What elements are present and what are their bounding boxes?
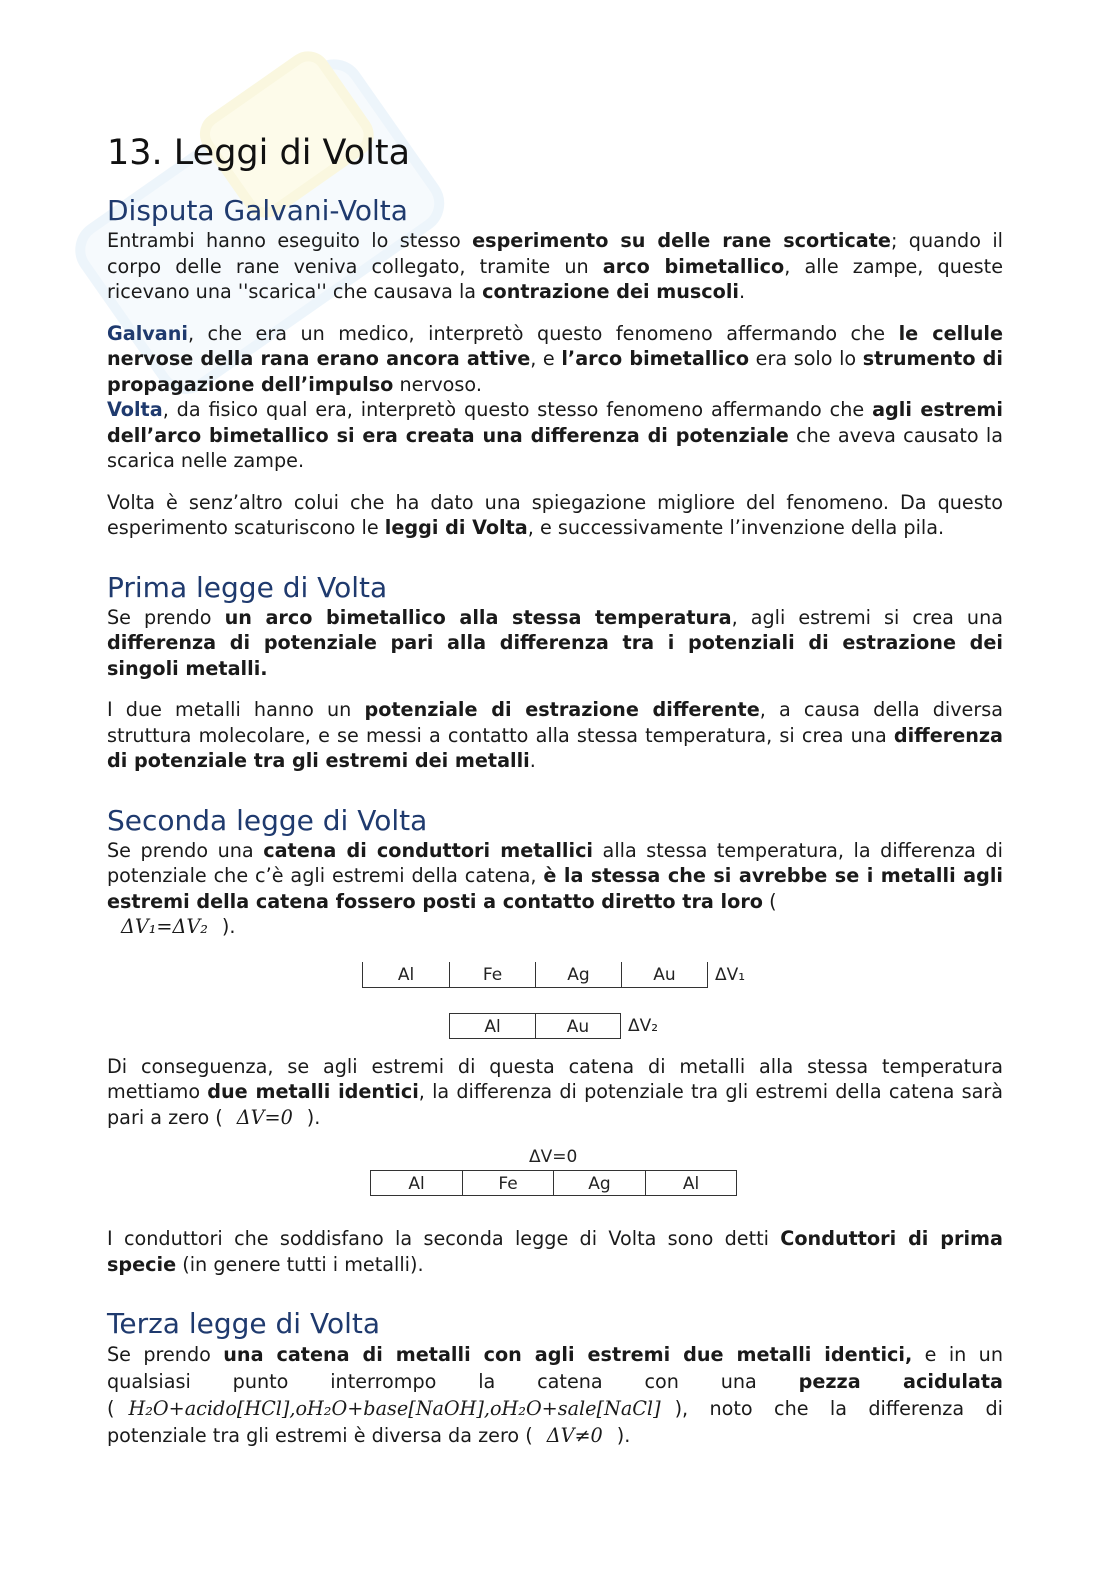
section-heading-disputa: Disputa Galvani-Volta — [107, 194, 408, 227]
chain2-cell: Au — [535, 1013, 621, 1039]
chain1-cell: Al — [362, 962, 449, 988]
chain2-label: ΔV₂ — [628, 1015, 659, 1036]
section-heading-seconda-legge: Seconda legge di Volta — [107, 803, 428, 837]
chain-diagram-2 — [107, 1144, 1003, 1226]
equation-dv-non-zero: ΔV≠0 — [546, 1424, 603, 1447]
paragraph-metalli-identici: Di conseguenza, se agli estremi di questa catena di metalli alla stessa temperatura mettiamo due metalli identici, la differenza di potenziale tra gli estremi della catena sarà pari a zero ( ΔV=0 ). — [107, 1054, 1003, 1129]
equation-dv-zero: ΔV=0 — [236, 1105, 293, 1129]
chain3-label: ΔV=0 — [529, 1147, 578, 1167]
paragraph-prima-legge: Se prendo un arco bimetallico alla stessa temperatura, agli estremi si crea una differenza di potenziale pari alla differenza tra i potenziali di estrazione dei singoli metalli. — [107, 605, 1004, 680]
chain3-cell: Al — [370, 1170, 462, 1196]
chain3-cell: Ag — [553, 1170, 645, 1196]
chain-diagram-1 — [107, 950, 1003, 1054]
paragraph-conduttori-prima-specie: I conduttori che soddisfano la seconda legge di Volta sono detti Conduttori di prima specie (in genere tutti i metalli). — [107, 1227, 1003, 1276]
chain1-cell: Ag — [535, 962, 621, 988]
chain3-cell: Fe — [462, 1170, 553, 1196]
chain2-cell: Al — [449, 1013, 535, 1039]
paragraph-conclusione: Volta è senz’altro colui che ha dato una spiegazione migliore del fenomeno. Da questo esperimento scaturiscono le leggi di Volta, e successivamente l’invenzione della pila. — [107, 490, 1003, 539]
chain3-cell: Al — [645, 1170, 737, 1196]
chain1-cell: Fe — [449, 962, 535, 988]
paragraph-volta: Volta, da fisico qual era, interpretò questo stesso fenomeno affermando che agli estremi dell’arco bimetallico si era creata una differenza di potenziale che aveva causato la scarica nelle zampe. — [107, 398, 1003, 472]
chain1-label: ΔV₁ — [715, 964, 746, 985]
paragraph-galvani: Galvani, che era un medico, interpretò questo fenomeno affermando che le cellule nervose della rana erano ancora attive, e l’arco bimetallico era solo lo strumento di propagazione dell’impulso nervoso. — [107, 321, 1003, 396]
page-title: 13. Leggi di Volta — [107, 133, 411, 173]
equation-dv1-dv2: ΔV₁=ΔV₂ — [121, 915, 208, 938]
section-heading-terza-legge: Terza legge di Volta — [107, 1307, 380, 1340]
paragraph-esperimento: Entrambi hanno eseguito lo stesso esperimento su delle rane scorticate; quando il corpo delle rane veniva collegato, tramite un arco bimetallico, alle zampe, queste ricevano una ''scarica'' che causava la contrazione dei muscoli. — [107, 229, 1004, 303]
chain1-cell: Au — [621, 962, 708, 988]
paragraph-seconda-legge: Se prendo una catena di conduttori metallici alla stessa temperatura, la differenza di potenziale che c’è agli estremi della catena, è la stessa che si avrebbe se i metalli agli estremi della catena fossero posti a contatto diretto tra loro ( ΔV₁=ΔV₂ ). — [107, 838, 1003, 938]
equation-pezza-acidulata: H₂O+acido[HCl],oH₂O+base[NaOH],oH₂O+sale[NaCl] — [128, 1397, 661, 1420]
paragraph-terza-legge: Se prendo una catena di metalli con agli estremi due metalli identici, e in un qualsiasi punto interrompo la catena con una pezza acidulata ( H₂O+acido[HCl],oH₂O+base[NaOH],oH₂O+sale[NaCl] ), noto che la differenza di potenziale tra gli estremi è diversa da zero ( ΔV≠0 ). — [107, 1343, 1003, 1447]
document-page — [107, 130, 1003, 1465]
paragraph-potenziale-estrazione: I due metalli hanno un potenziale di estrazione differente, a causa della diversa struttura molecolare, e se messi a contatto alla stessa temperatura, si crea una differenza di potenziale tra gli estremi dei metalli. — [107, 698, 1004, 772]
section-heading-prima-legge: Prima legge di Volta — [107, 570, 388, 604]
